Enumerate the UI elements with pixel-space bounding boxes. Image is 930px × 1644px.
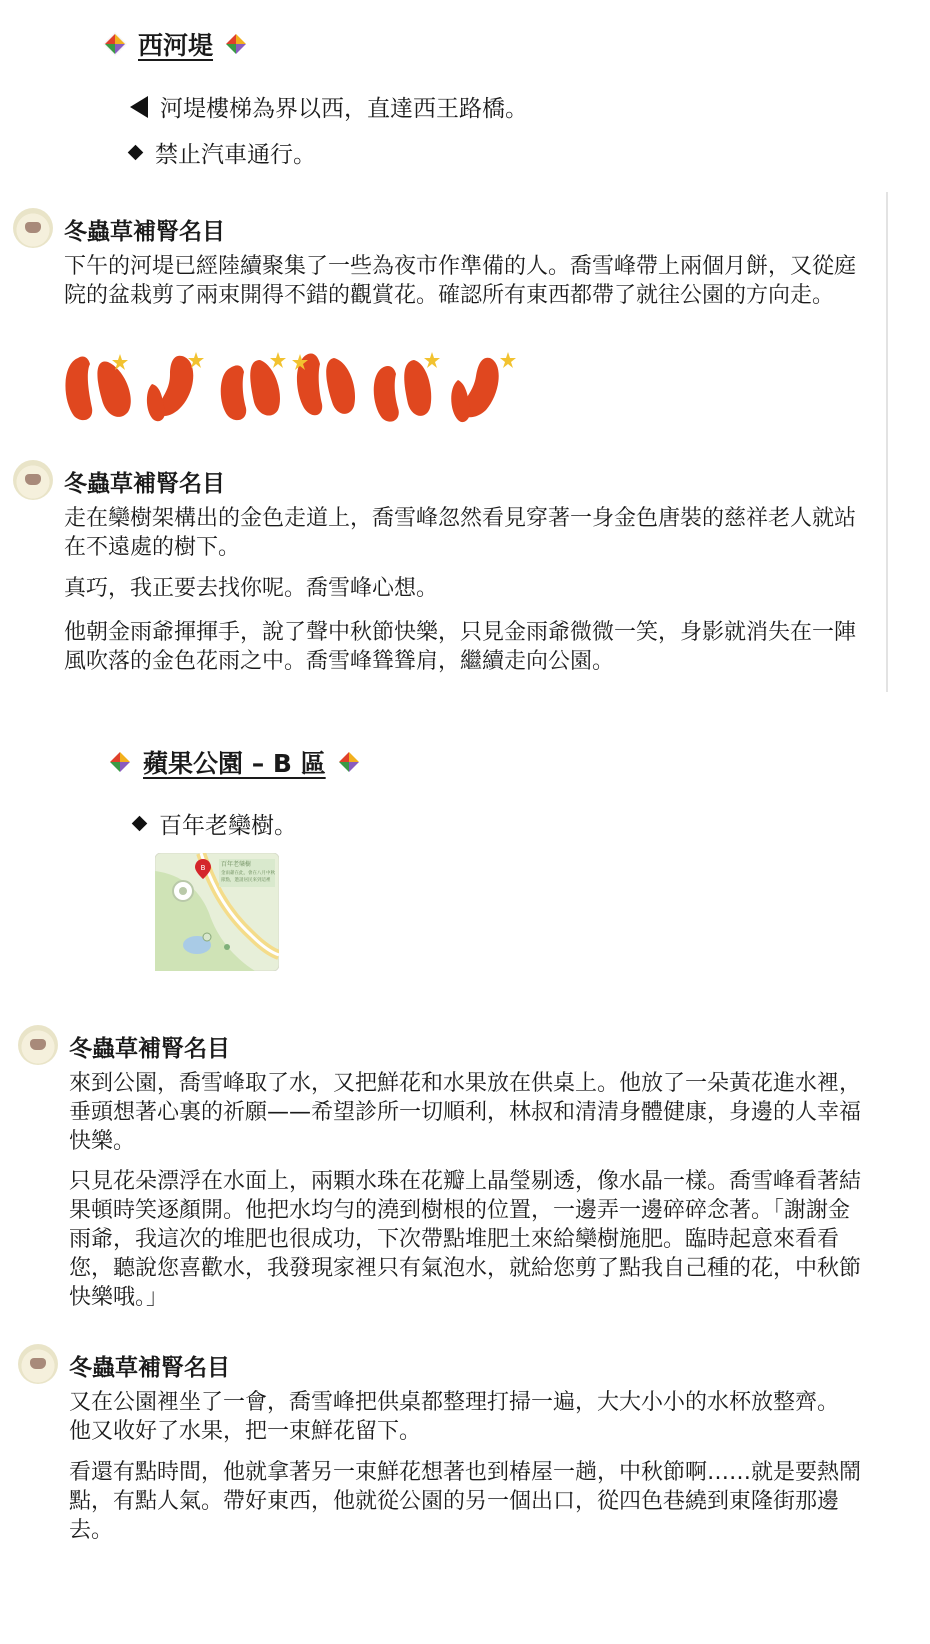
post-paragraph: 又在公園裡坐了一會，喬雪峰把供桌都整理打掃一遍，大大小小的水杯放整齊。他又收好了水果，把一束鮮花留下。 <box>69 1390 840 1444</box>
post-paragraph: 看還有點時間，他就拿著另一束鮮花想著也到椿屋一趟，中秋節啊……就是要熱鬧點，有點人氣。帶好東西，他就從公園的另一個出口，從四色巷繞到東隆街那邊去。 <box>69 1460 862 1543</box>
bullet-item <box>128 807 297 840</box>
bullet-item <box>130 90 528 123</box>
diamond-decoration-icon <box>107 749 133 775</box>
post-paragraph: 來到公園，喬雪峰取了水，又把鮮花和水果放在供桌上。他放了一朵黃花進水裡，垂頭想著心裏的祈願——希望診所一切順利，林叔和清清身體健康，身邊的人幸福快樂。 <box>69 1071 862 1154</box>
map-label: 百年老欒樹 <box>221 861 252 868</box>
bean-icon <box>374 352 440 422</box>
diamond-bullet-icon <box>128 145 144 161</box>
bullet-text: 百年老欒樹。 <box>159 813 297 839</box>
post-author[interactable]: 冬蟲草補腎名目 <box>69 1355 230 1381</box>
post-paragraph: 下午的河堤已經陸續聚集了一些為夜市作準備的人。喬雪峰帶上兩個月餅，又從庭院的盆栽剪了兩束開得不錯的觀賞花。確認所有東西都帶了就往公園的方向走。 <box>64 254 857 308</box>
beans-decoration <box>64 350 524 428</box>
avatar[interactable] <box>13 460 53 500</box>
diamond-decoration-icon <box>336 749 362 775</box>
section-title-west-embankment <box>102 26 249 62</box>
map-marker-label: B <box>200 864 206 872</box>
section-title-apple-park <box>107 744 362 780</box>
bean-icon <box>147 352 204 421</box>
map-label: 節點，邀請居民來到這裡 <box>221 878 271 883</box>
park-map-thumbnail[interactable] <box>155 853 279 971</box>
diamond-decoration-icon <box>223 31 249 57</box>
avatar[interactable] <box>18 1025 58 1065</box>
avatar[interactable] <box>18 1344 58 1384</box>
post-paragraph: 走在欒樹架構出的金色走道上，喬雪峰忽然看見穿著一身金色唐裝的慈祥老人就站在不遠處的樹下。 <box>64 506 857 560</box>
diamond-decoration-icon <box>102 31 128 57</box>
bean-icon <box>221 352 286 420</box>
post-paragraph: 只見花朵漂浮在水面上，兩顆水珠在花瓣上晶瑩剔透，像水晶一樣。喬雪峰看著結果頓時笑逐顏開。他把水均勻的澆到樹根的位置，一邊弄一邊碎碎念著。「謝謝金雨爺，我這次的堆肥也很成功，下次帶點堆肥土來給欒樹施肥。臨時起意來看看您，聽說您喜歡水，我發現家裡只有氣泡水，就給您剪了點我自己種的花，中秋節快樂哦。」 <box>69 1169 862 1310</box>
post-author[interactable]: 冬蟲草補腎名目 <box>64 219 225 245</box>
scrollbar[interactable] <box>886 192 888 692</box>
bean-icon <box>451 352 516 422</box>
map-label: 金雨爺在此，會在八月中秋 <box>221 871 275 876</box>
bean-icon <box>65 354 130 420</box>
bullet-item <box>124 136 316 169</box>
post-paragraph: 真巧，我正要去找你呢。喬雪峰心想。 <box>64 576 439 601</box>
section-title-text[interactable]: 蘋果公園 – B 區 <box>143 749 326 778</box>
bullet-text: 禁止汽車通行。 <box>155 142 316 168</box>
section-title-text[interactable]: 西河堤 <box>138 31 214 60</box>
avatar[interactable] <box>13 208 53 248</box>
bullet-text: 河堤樓梯為界以西，直達西王路橋。 <box>160 96 528 122</box>
post-author[interactable]: 冬蟲草補腎名目 <box>64 471 225 497</box>
triangle-left-icon <box>130 96 148 118</box>
post-author[interactable]: 冬蟲草補腎名目 <box>69 1036 230 1062</box>
bean-icon <box>292 353 355 415</box>
diamond-bullet-icon <box>132 816 148 832</box>
post-paragraph: 他朝金雨爺揮揮手，說了聲中秋節快樂，只見金雨爺微微一笑，身影就消失在一陣風吹落的金色花雨之中。喬雪峰聳聳肩，繼續走向公園。 <box>64 620 857 674</box>
